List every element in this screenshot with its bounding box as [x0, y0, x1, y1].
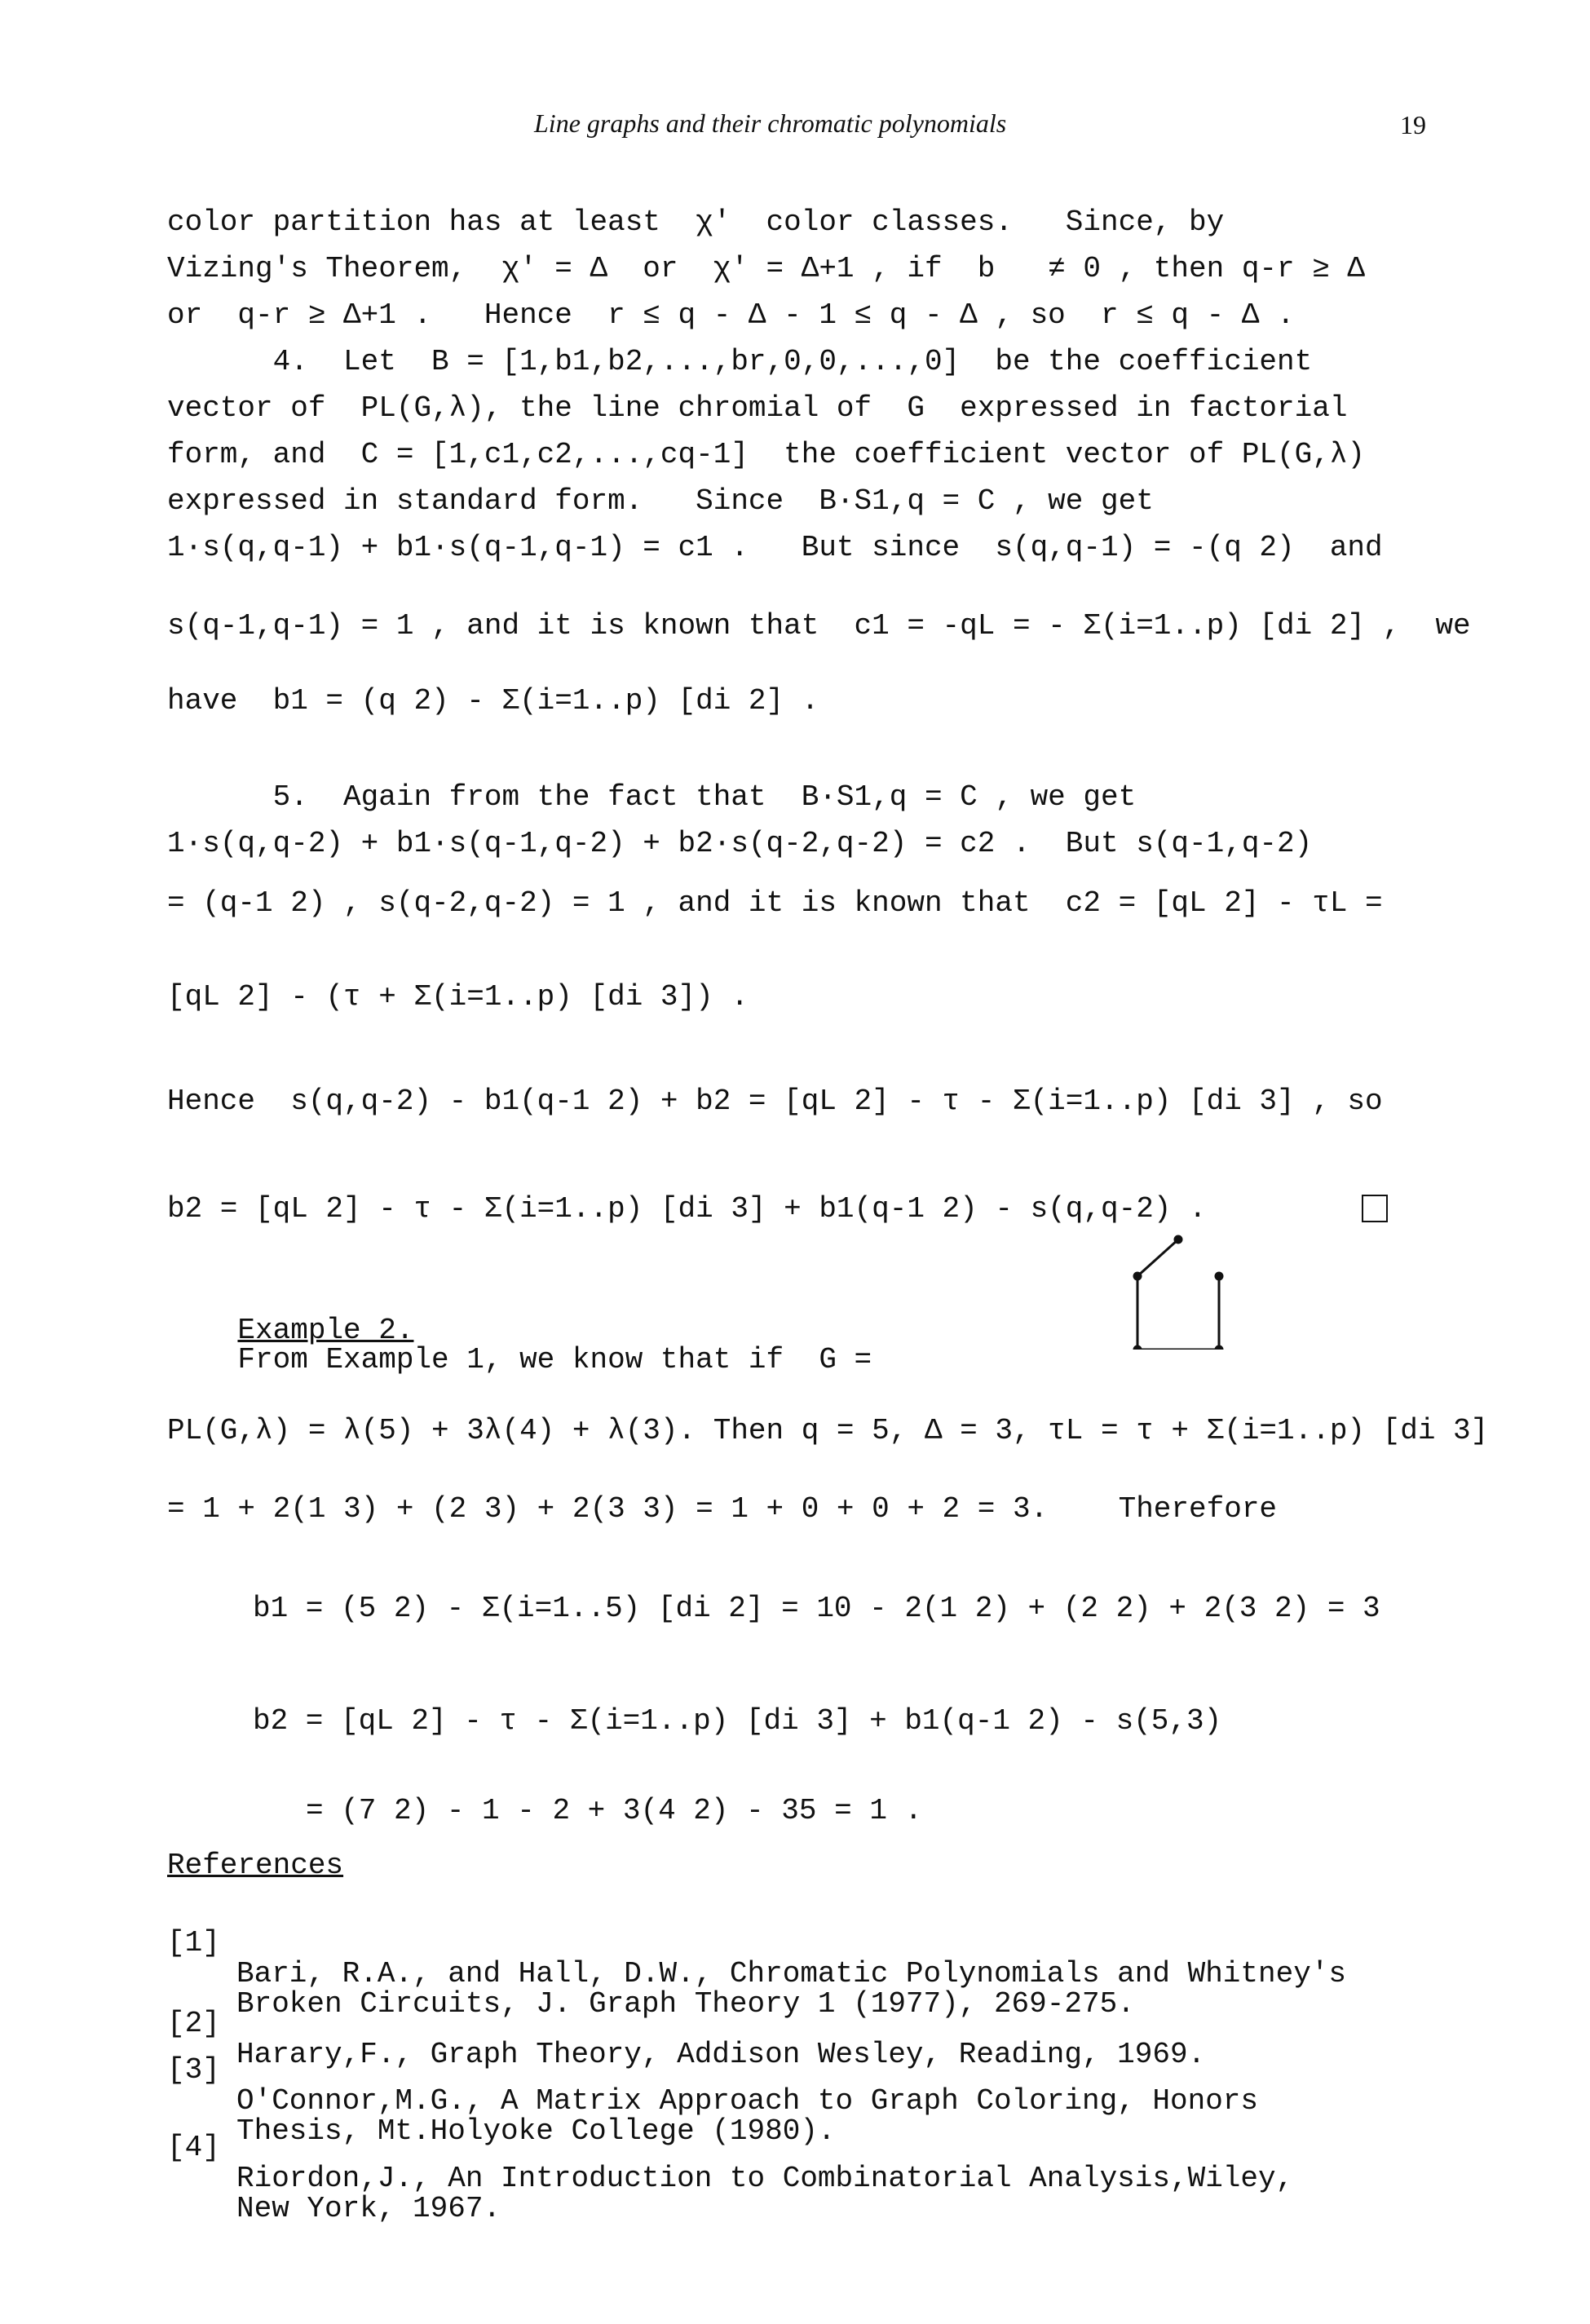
- body-line: 1·s(q,q-1) + b1·s(q-1,q-1) = c1 . But since s(q,q-1) = -(q 2) and: [167, 531, 1383, 564]
- running-title: Line graphs and their chromatic polynomials: [534, 108, 1007, 138]
- example-text: From Example 1, we know that if G =: [237, 1343, 890, 1376]
- body-line: form, and C = [1,c1,c2,...,cq-1] the coefficient vector of PL(G,λ): [167, 438, 1366, 471]
- example-label: Example 2.: [237, 1314, 414, 1347]
- page-number: 19: [1400, 110, 1426, 139]
- body-line: = (q-1 2) , s(q-2,q-2) = 1 , and it is known that c2 = [qL 2] - τL =: [167, 886, 1383, 920]
- body-line: color partition has at least χ' color classes. Since, by: [167, 205, 1225, 239]
- reference-text: Harary,F., Graph Theory, Addison Wesley, Reading, 1969.: [236, 2037, 1206, 2071]
- body-line: Hence s(q,q-2) - b1(q-1 2) + b2 = [qL 2] - τ - Σ(i=1..p) [di 3] , so: [167, 1085, 1383, 1118]
- example-line: = (7 2) - 1 - 2 + 3(4 2) - 35 = 1 .: [306, 1794, 923, 1827]
- body-line: s(q-1,q-1) = 1 , and it is known that c1 = -qL = - Σ(i=1..p) [di 2] , we: [167, 609, 1471, 643]
- body-line: expressed in standard form. Since B·S1,q = C , we get: [167, 484, 1154, 518]
- graph-g-icon: [1129, 1227, 1235, 1350]
- reference-label: [4]: [167, 2130, 220, 2164]
- reference-text: Bari, R.A., and Hall, D.W., Chromatic Polynomials and Whitney's Broken Circuits, J. Graph Theory 1 (1977), 269-275.: [236, 1956, 1347, 2021]
- body-line: Vizing's Theorem, χ' = Δ or χ' = Δ+1 , if b ≠ 0 , then q-r ≥ Δ: [167, 252, 1366, 285]
- example-line: b1 = (5 2) - Σ(i=1..5) [di 2] = 10 - 2(1 2) + (2 2) + 2(3 2) = 3: [253, 1592, 1380, 1625]
- body-line: [qL 2] - (τ + Σ(i=1..p) [di 3]) .: [167, 980, 749, 1014]
- reference-label: [3]: [167, 2052, 220, 2087]
- qed-box-icon: [1362, 1195, 1388, 1222]
- body-line: or q-r ≥ Δ+1 . Hence r ≤ q - Δ - 1 ≤ q - Δ , so r ≤ q - Δ .: [167, 298, 1295, 332]
- reference-text: O'Connor,M.G., A Matrix Approach to Graph Coloring, Honors Thesis, Mt.Holyoke College (1980).: [236, 2083, 1259, 2149]
- example-line: PL(G,λ) = λ(5) + 3λ(4) + λ(3). Then q = 5, Δ = 3, τL = τ + Σ(i=1..p) [di 3]: [167, 1414, 1489, 1447]
- body-line: have b1 = (q 2) - Σ(i=1..p) [di 2] .: [167, 684, 819, 718]
- body-line: 5. Again from the fact that B·S1,q = C , we get: [167, 780, 1137, 814]
- references-heading: References: [167, 1849, 344, 1882]
- body-line: 4. Let B = [1,b1,b2,...,br,0,0,...,0] be the coefficient: [167, 345, 1313, 378]
- body-line: vector of PL(G,λ), the line chromial of G expressed in factorial: [167, 391, 1348, 425]
- reference-text: Riordon,J., An Introduction to Combinatorial Analysis,Wiley, New York, 1967.: [236, 2161, 1294, 2226]
- reference-label: [1]: [167, 1925, 220, 1959]
- body-line: b2 = [qL 2] - τ - Σ(i=1..p) [di 3] + b1(q-1 2) - s(q,q-2) .: [167, 1192, 1207, 1226]
- example-line: = 1 + 2(1 3) + (2 3) + 2(3 3) = 1 + 0 + 0 + 2 = 3. Therefore: [167, 1492, 1278, 1526]
- body-line: 1·s(q,q-2) + b1·s(q-1,q-2) + b2·s(q-2,q-2) = c2 . But s(q-1,q-2): [167, 827, 1313, 860]
- example-line: b2 = [qL 2] - τ - Σ(i=1..p) [di 3] + b1(q-1 2) - s(5,3): [253, 1704, 1222, 1738]
- reference-label: [2]: [167, 2006, 220, 2040]
